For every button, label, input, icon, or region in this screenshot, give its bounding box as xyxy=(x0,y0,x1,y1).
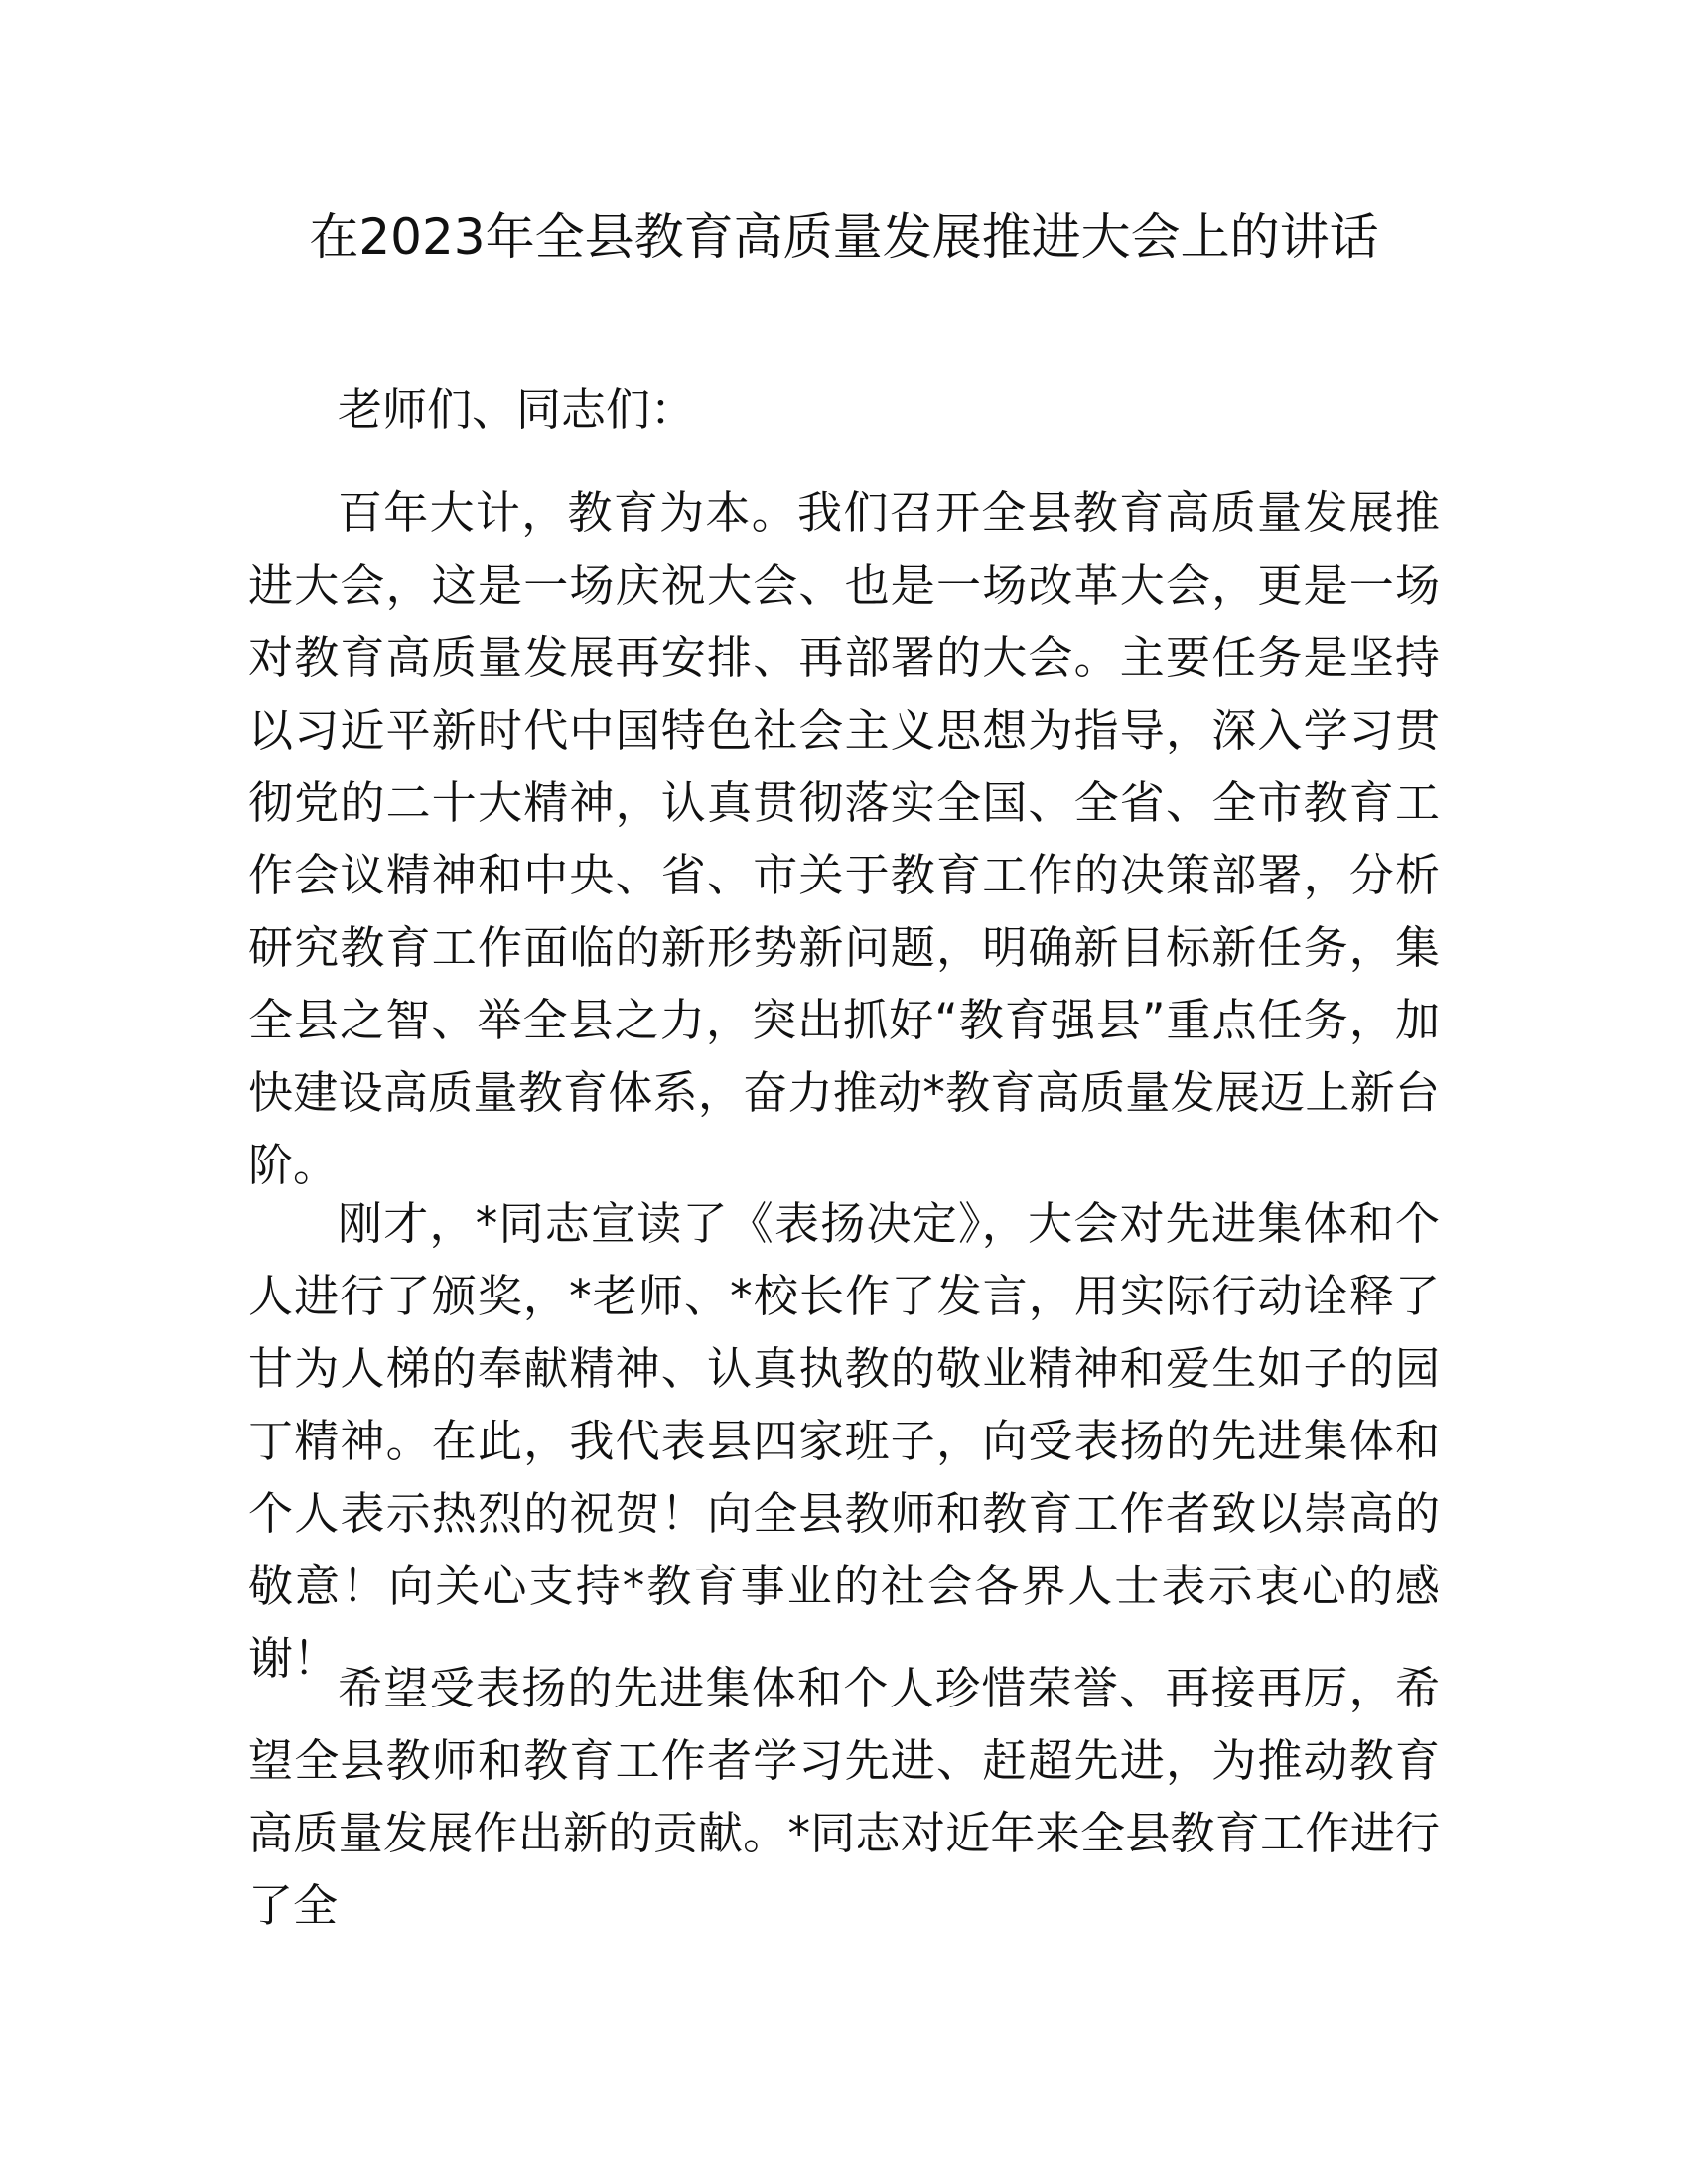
paragraph-expectation: 希望受表扬的先进集体和个人珍惜荣誉、再接再厉，希望全县教师和教育工作者学习先进、赶超先进，为推动教育高质量发展作出新的贡献。*同志对近年来全县教育工作进行了全 xyxy=(248,1662,1440,1932)
document-title: 在2023年全县教育高质量发展推进大会上的讲话 xyxy=(309,208,1379,266)
paragraph-commendation: 刚才，*同志宣读了《表扬决定》，大会对先进集体和个人进行了颁奖，*老师、*校长作了发言，用实际行动诠释了甘为人梯的奉献精神、认真执教的敬业精神和爱生如子的园丁精神。在此，我代表县四家班子，向受表扬的先进集体和个人表示热烈的祝贺！向全县教师和教育工作者致以崇高的敬意！向关心支持*教育事业的社会各界人士表示衷心的感谢！ xyxy=(248,1197,1440,1685)
salutation: 老师们、同志们： xyxy=(338,383,696,436)
paragraph-opening: 百年大计，教育为本。我们召开全县教育高质量发展推进大会，这是一场庆祝大会、也是一场改革大会，更是一场对教育高质量发展再安排、再部署的大会。主要任务是坚持以习近平新时代中国特色社会主义思想为指导，深入学习贯彻党的二十大精神，认真贯彻落实全国、全省、全市教育工作会议精神和中央、省、市关于教育工作的决策部署，分析研究教育工作面临的新形势新问题，明确新目标新任务，集全县之智、举全县之力，突出抓好“教育强县”重点任务，加快建设高质量教育体系，奋力推动*教育高质量发展迈上新台阶。 xyxy=(248,486,1440,1191)
